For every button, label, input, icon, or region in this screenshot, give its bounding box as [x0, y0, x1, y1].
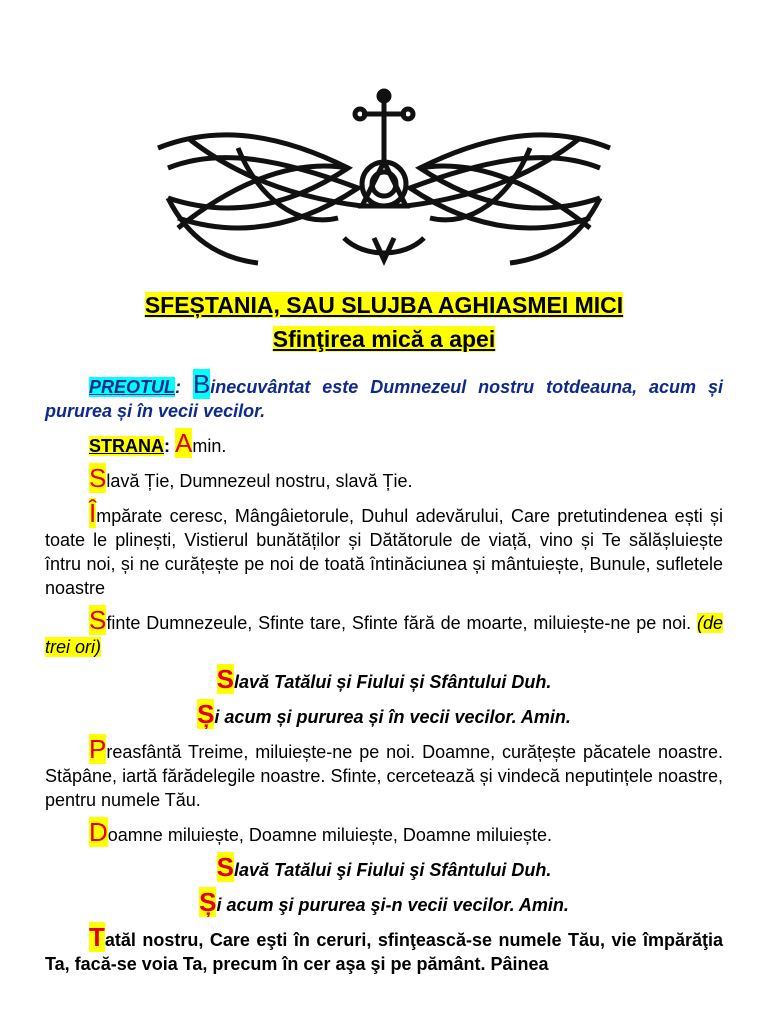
paragraph-text: lavă Tatălui şi Fiului şi Sfântului Duh. [233, 860, 552, 880]
paragraph-preasfanta-treime [45, 734, 723, 812]
page-title [0, 292, 768, 319]
paragraph-text: i acum şi pururea şi-n vecii vecilor. Amin. [216, 895, 569, 915]
paragraph-imparate-ceresc [45, 498, 723, 600]
paragraph-si-acum [45, 699, 723, 729]
separator: : [175, 377, 193, 397]
separator: : [164, 436, 175, 456]
paragraph-doamne-miluieste [45, 817, 723, 847]
paragraph-tatal-nostru [45, 922, 723, 976]
document-body [45, 369, 723, 984]
paragraph-strana [45, 428, 723, 458]
speaker-label-preotul: PREOTUL [89, 377, 176, 397]
paragraph-text: oamne miluiește, Doamne miluiește, Doamne miluiește. [107, 825, 552, 845]
drop-cap: P [89, 734, 107, 764]
paragraph-slava-tatalui [45, 664, 723, 694]
drop-cap: D [89, 817, 108, 847]
paragraph-slava-tatalui-2 [45, 852, 723, 882]
paragraph-slava-tie [45, 463, 723, 493]
speaker-label-strana: STRANA [89, 436, 164, 456]
title-line-2: Sfinţirea mică a apei [272, 326, 496, 352]
paragraph-sfinte-dumnezeule [45, 605, 723, 659]
paragraph-text: lavă Ție, Dumnezeul nostru, slavă Ție. [106, 471, 413, 491]
drop-cap: Ș [197, 699, 215, 729]
drop-cap: Î [89, 498, 97, 528]
paragraph-text: reasfântă Treime, miluiește-ne pe noi. Doamne, curățește păcatele noastre. Stăpâne, iartă fărădelegile noastre. Sfinte, cercetează și vindecă neputințele noastre, pentru numele Tău. [45, 742, 723, 810]
drop-cap: T [89, 922, 105, 952]
drop-cap: S [216, 852, 234, 882]
drop-cap: B [192, 369, 211, 399]
paragraph-si-acum-2 [45, 887, 723, 917]
page-subtitle [0, 326, 768, 353]
paragraph-text: inecuvântat este Dumnezeul nostru totdeauna, acum și pururea și în vecii vecilor. [45, 377, 723, 421]
paragraph-text: atăl nostru, Care eşti în ceruri, sfinţească-se numele Tău, vie împărăţia Ta, facă-se voia Ta, precum în cer aşa şi pe pământ. Pâinea [45, 930, 723, 974]
paragraph-text: finte Dumnezeule, Sfinte tare, Sfinte fără de moarte, miluiește-ne pe noi. [106, 613, 697, 633]
paragraph-text: mpărate ceresc, Mângâietorule, Duhul adevărului, Care pretutindenea ești și toate le plinești, Vistierul bunătăților și Dătătorule de viață, vino și Te sălășluiește întru noi, și ne curățește pe noi de toată întinăciunea și mântuiește, Bunule, sufletele noastre [45, 506, 723, 598]
drop-cap: S [89, 463, 107, 493]
paragraph-text: lavă Tatălui și Fiului și Sfântului Duh. [233, 672, 552, 692]
rubric-note: (de trei ori) [45, 613, 723, 657]
drop-cap: S [89, 605, 107, 635]
paragraph-text: min. [192, 436, 227, 456]
celtic-cross-ornament-icon [148, 88, 620, 274]
drop-cap: S [216, 664, 234, 694]
paragraph-text: i acum și pururea și în vecii vecilor. Amin. [214, 707, 571, 727]
drop-cap: A [175, 428, 193, 458]
drop-cap: Ș [199, 887, 217, 917]
title-line-1: SFEȘTANIA, SAU SLUJBA AGHIASMEI MICI [144, 292, 624, 318]
paragraph-preotul [45, 369, 723, 423]
